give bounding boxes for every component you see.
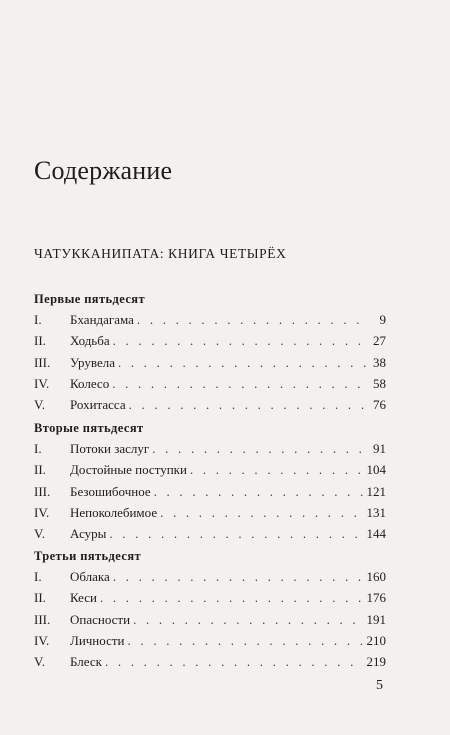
chapter-title: Ходьба bbox=[70, 333, 110, 349]
chapter-title: Кеси bbox=[70, 590, 97, 606]
section-heading: Первые пятьдесят bbox=[34, 292, 145, 306]
dot-leader bbox=[100, 587, 364, 608]
toc-entry[interactable] bbox=[34, 587, 386, 608]
chapter-page: 131 bbox=[366, 504, 386, 520]
toc-section-first-fifty bbox=[34, 289, 386, 415]
toc-entry[interactable] bbox=[34, 352, 386, 373]
toc-entry[interactable] bbox=[34, 394, 386, 415]
dot-leader bbox=[129, 394, 369, 415]
chapter-page: 38 bbox=[373, 354, 386, 370]
chapter-title: Потоки заслуг bbox=[70, 441, 150, 456]
chapter-page: 121 bbox=[366, 483, 386, 499]
toc-section-third-fifty bbox=[34, 546, 386, 672]
chapter-title: Достойные поступки bbox=[70, 462, 187, 478]
toc-entry[interactable] bbox=[34, 523, 386, 544]
chapter-number: I. bbox=[34, 441, 42, 456]
toc-entry[interactable] bbox=[34, 566, 386, 587]
dot-leader bbox=[137, 309, 369, 330]
chapter-page: 144 bbox=[366, 526, 386, 542]
chapter-number: IV. bbox=[34, 632, 50, 648]
chapter-title: Облака bbox=[70, 569, 110, 584]
chapter-title: Опасности bbox=[70, 611, 131, 627]
toc-entry[interactable] bbox=[34, 309, 386, 330]
chapter-number: III. bbox=[34, 611, 51, 627]
dot-leader bbox=[112, 373, 369, 394]
chapter-number: III. bbox=[34, 483, 51, 499]
chapter-title: Колесо bbox=[70, 375, 110, 391]
chapter-title: Личности bbox=[70, 632, 125, 648]
dot-leader bbox=[113, 566, 364, 587]
toc-entry[interactable] bbox=[34, 330, 386, 351]
chapter-title: Блеск bbox=[70, 654, 102, 670]
chapter-page: 219 bbox=[366, 654, 386, 670]
chapter-title: Непоколебимое bbox=[70, 504, 158, 520]
chapter-title: Урувела bbox=[70, 354, 115, 370]
chapter-page: 76 bbox=[373, 397, 386, 413]
toc-entry[interactable] bbox=[34, 502, 386, 523]
dot-leader bbox=[152, 438, 369, 459]
section-heading: Вторые пятьдесят bbox=[34, 421, 144, 435]
chapter-number: II. bbox=[34, 333, 46, 349]
chapter-title: Рохитасса bbox=[70, 397, 126, 413]
chapter-number: I. bbox=[34, 312, 42, 327]
chapter-page: 160 bbox=[366, 569, 386, 584]
section-heading: Третьи пятьдесят bbox=[34, 549, 142, 563]
toc-entry[interactable] bbox=[34, 438, 386, 459]
chapter-number: III. bbox=[34, 354, 51, 370]
toc-section-second-fifty bbox=[34, 418, 386, 544]
toc-entry[interactable] bbox=[34, 459, 386, 480]
toc-entry[interactable] bbox=[34, 651, 386, 672]
chapter-page: 210 bbox=[366, 632, 386, 648]
chapter-title: Асуры bbox=[70, 526, 107, 542]
chapter-number: II. bbox=[34, 462, 46, 478]
chapter-number: IV. bbox=[34, 375, 50, 391]
chapter-page: 91 bbox=[373, 441, 386, 456]
dot-leader bbox=[154, 481, 364, 502]
toc-entry[interactable] bbox=[34, 630, 386, 651]
chapter-page: 58 bbox=[373, 375, 386, 391]
chapter-page: 176 bbox=[366, 590, 386, 606]
dot-leader bbox=[160, 502, 363, 523]
chapter-page: 27 bbox=[373, 333, 386, 349]
chapter-page: 104 bbox=[366, 462, 386, 478]
dot-leader bbox=[133, 609, 363, 630]
chapter-number: V. bbox=[34, 526, 45, 542]
toc-entry[interactable] bbox=[34, 373, 386, 394]
contents-heading: Содержание bbox=[34, 156, 173, 185]
toc-entry[interactable] bbox=[34, 481, 386, 502]
dot-leader bbox=[190, 459, 364, 480]
chapter-number: V. bbox=[34, 397, 45, 413]
dot-leader bbox=[128, 630, 364, 651]
dot-leader bbox=[109, 523, 363, 544]
dot-leader bbox=[105, 651, 364, 672]
chapter-page: 9 bbox=[379, 312, 386, 327]
dot-leader bbox=[118, 352, 369, 373]
chapter-title: Бхандагама bbox=[70, 312, 134, 327]
chapter-title: Безошибочное bbox=[70, 483, 151, 499]
toc-entry[interactable] bbox=[34, 609, 386, 630]
chapter-number: II. bbox=[34, 590, 46, 606]
page-number: 5 bbox=[376, 678, 383, 693]
chapter-page: 191 bbox=[366, 611, 386, 627]
chapter-number: I. bbox=[34, 569, 42, 584]
book-title: ЧАТУККАНИПАТА: КНИГА ЧЕТЫРЁХ bbox=[34, 246, 287, 261]
chapter-number: V. bbox=[34, 654, 45, 670]
chapter-number: IV. bbox=[34, 504, 50, 520]
dot-leader bbox=[113, 330, 369, 351]
